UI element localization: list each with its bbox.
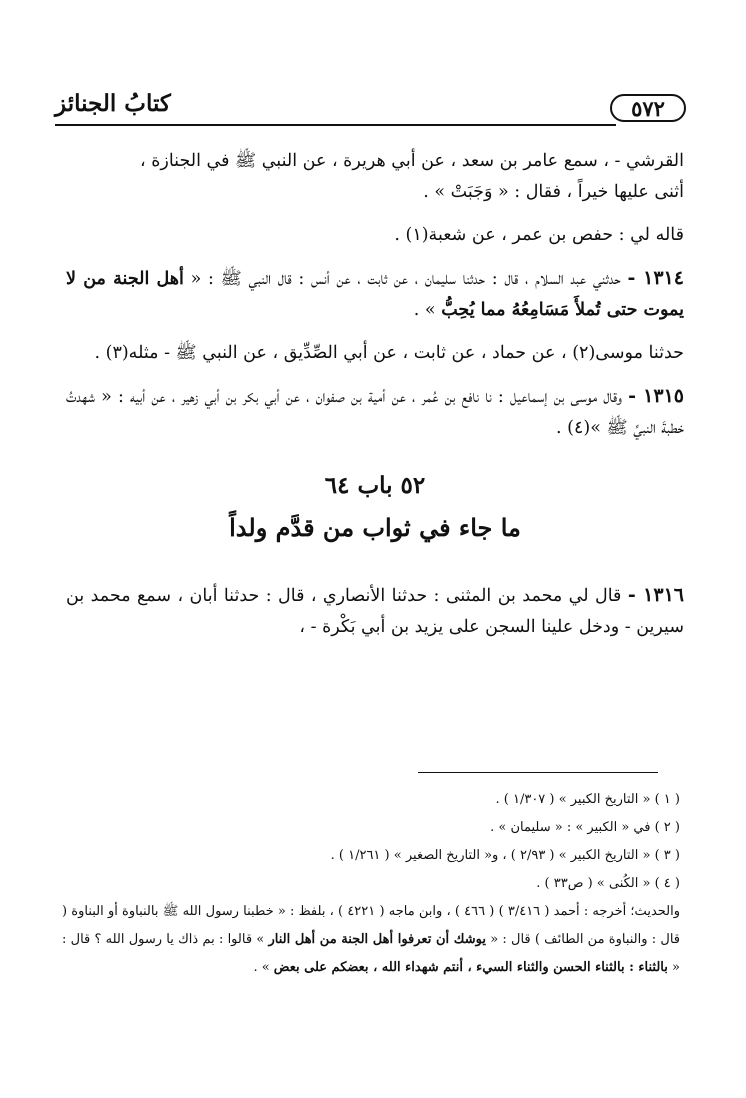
footnote-2: ( ٢ ) في « الكبير » : « سليمان » . — [490, 820, 680, 835]
hadith-text-end: » . — [413, 300, 436, 320]
page-header — [55, 86, 686, 130]
note-text: » قالوا : بم ذاك يا رسول الله ؟ قال : « — [62, 932, 680, 975]
hadith-text: حدثني عبد السلام ، قال : حدثنا سليمان ، عن ثابت ، عن أنس : قال النبي ﷺ : « — [190, 269, 621, 289]
text-line: القرشي - ، سمع عامر بن سعد ، عن أبي هريرة ، عن النبي ﷺ في الجنازة ، — [140, 151, 684, 171]
hadith-text: وقال موسى بن إسماعيل : نا نافع بن عُمر ، عن أمية بن صفوان ، عن أبي بكر بن أبي زهير ، عن أبيه : « شهدتُ خطبةَ النبيِّ ﷺ »(٤) . — [66, 387, 684, 438]
page-number: ٥٧٢ — [631, 95, 665, 121]
footnotes — [62, 786, 680, 982]
footnote-3: ( ٣ ) « التاريخ الكبير » ( ٢/٩٣ ) ، و« التاريخ الصغير » ( ١/٢٦١ ) . — [330, 848, 680, 863]
hadith-number: ١٣١٤ - — [627, 267, 684, 289]
header-divider — [55, 124, 616, 126]
hadith-1314 — [66, 263, 684, 326]
main-text — [66, 146, 684, 655]
text-line: أثنى عليها خيراً ، فقال : « وَجَبَتْ » . — [423, 182, 684, 202]
note-quote: بالثناء : بالثناء الحسن والثناء السيء ، أنتم شهداء الله ، بعضكم على بعض — [273, 960, 668, 975]
paragraph-qalahu: قاله لي : حفص بن عمر ، عن شعبة(١) . — [394, 225, 684, 245]
hadith-text: قال لي محمد بن المثنى : حدثنا الأنصاري ، قال : حدثنا أبان ، سمع محمد بن سيرين - ودخل علينا السجن على يزيد بن أبي بَكْرة - ، — [66, 586, 684, 637]
note-text: » . — [253, 960, 270, 975]
footnote-takhrij — [62, 898, 680, 982]
hadith-1316 — [66, 580, 684, 643]
hadith-number: ١٣١٥ - — [628, 385, 684, 407]
paragraph-qurashi — [66, 146, 684, 208]
paragraph-musa: حدثنا موسى(٢) ، عن حماد ، عن ثابت ، عن أبي الصِّدِّيق ، عن النبي ﷺ - مثله(٣) . — [94, 343, 684, 363]
footnote-1: ( ١ ) « التاريخ الكبير » ( ١/٣٠٧ ) . — [495, 792, 680, 807]
note-quote: يوشك أن تعرفوا أهل الجنة من أهل النار — [268, 932, 486, 947]
hadith-number: ١٣١٦ - — [627, 584, 684, 606]
chapter-title: ما جاء في ثواب من قدَّم ولداً — [229, 513, 521, 542]
page-number-badge — [610, 94, 686, 122]
running-title: كتابُ الجنائز — [55, 90, 171, 117]
footnote-4: ( ٤ ) « الكُنى » ( ص٣٣ ) . — [536, 876, 680, 891]
hadith-1315 — [66, 381, 684, 444]
note-text: والحديث؛ أخرجه : أحمد ( ٣/٤١٦ ) ( ٤٦٦ ) ، وابن ماجه ( ٤٢٢١ ) ، بلفظ : « خطبنا رسول الله ﷺ بالنباوة أو البناوة ( قال : والنباوة من الطائف ) قال : « — [62, 904, 681, 947]
hadith-quote: أهل الجنة من لا يموت حتى تُملأَ مَسَامِعُهُ مما يُحِبُّ — [66, 269, 684, 320]
chapter-number: ٥٢ باب ٦٤ — [324, 472, 426, 499]
footnote-divider — [418, 772, 658, 773]
